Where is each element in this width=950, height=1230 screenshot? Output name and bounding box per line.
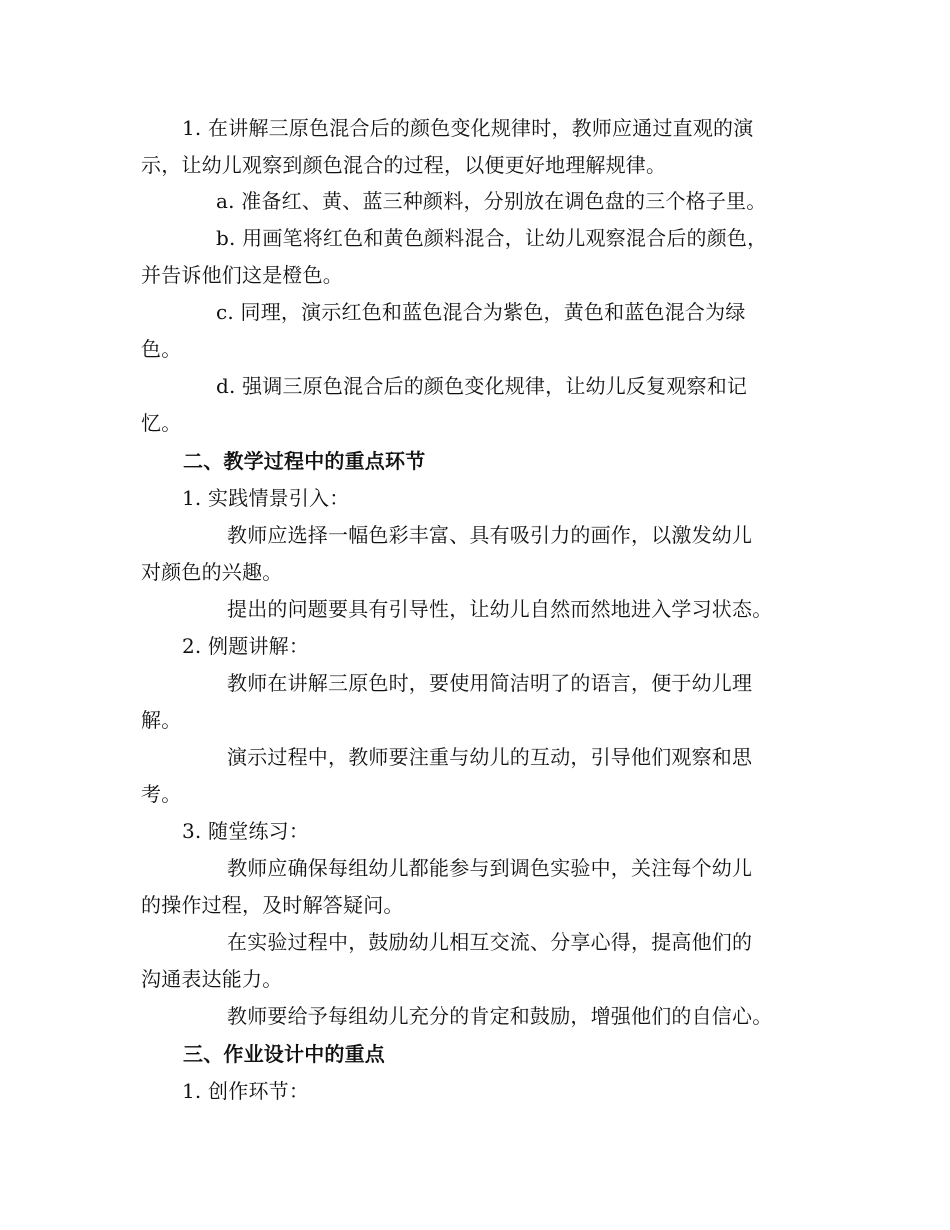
list-item-line: b. 用画笔将红色和黄色颜料混合，让幼儿观察混合后的颜色，	[216, 226, 768, 250]
section-heading: 三、作业设计中的重点	[183, 1042, 385, 1066]
numbered-item: 1. 创作环节：	[182, 1079, 310, 1103]
paragraph-line: 色。	[141, 337, 182, 361]
list-item-line: a. 准备红、黄、蓝三种颜料，分别放在调色盘的三个格子里。	[216, 189, 767, 213]
list-item-line: d. 强调三原色混合后的颜色变化规律，让幼儿反复观察和记	[216, 374, 748, 398]
numbered-item: 2. 例题讲解：	[182, 634, 310, 658]
numbered-item: 1. 实践情景引入：	[182, 486, 350, 510]
paragraph-line: 教师应确保每组幼儿都能参与到调色实验中，关注每个幼儿	[227, 856, 753, 880]
section-heading: 二、教学过程中的重点环节	[183, 449, 426, 473]
list-item-line: c. 同理，演示红色和蓝色混合为紫色，黄色和蓝色混合为绿	[216, 300, 746, 324]
paragraph-line: 示，让幼儿观察到颜色混合的过程，以便更好地理解规律。	[141, 153, 667, 177]
paragraph-line: 1. 在讲解三原色混合后的颜色变化规律时，教师应通过直观的演	[182, 116, 754, 140]
paragraph-line: 在实验过程中，鼓励幼儿相互交流、分享心得，提高他们的	[227, 930, 753, 954]
paragraph-line: 演示过程中，教师要注重与幼儿的互动，引导他们观察和思	[227, 745, 753, 769]
numbered-item: 3. 随堂练习：	[182, 819, 310, 843]
paragraph-line: 教师要给予每组幼儿充分的肯定和鼓励，增强他们的自信心。	[227, 1004, 773, 1028]
paragraph-line: 并告诉他们这是橙色。	[141, 263, 343, 287]
paragraph-line: 的操作过程，及时解答疑问。	[141, 893, 404, 917]
paragraph-line: 提出的问题要具有引导性，让幼儿自然而然地进入学习状态。	[227, 597, 773, 621]
paragraph-line: 教师在讲解三原色时，要使用简洁明了的语言，便于幼儿理	[227, 671, 753, 695]
paragraph-line: 解。	[141, 708, 182, 732]
paragraph-line: 忆。	[141, 411, 182, 435]
paragraph-line: 教师应选择一幅色彩丰富、具有吸引力的画作，以激发幼儿	[227, 523, 753, 547]
paragraph-line: 对颜色的兴趣。	[141, 560, 283, 584]
paragraph-line: 考。	[141, 782, 182, 806]
paragraph-line: 沟通表达能力。	[141, 967, 283, 991]
